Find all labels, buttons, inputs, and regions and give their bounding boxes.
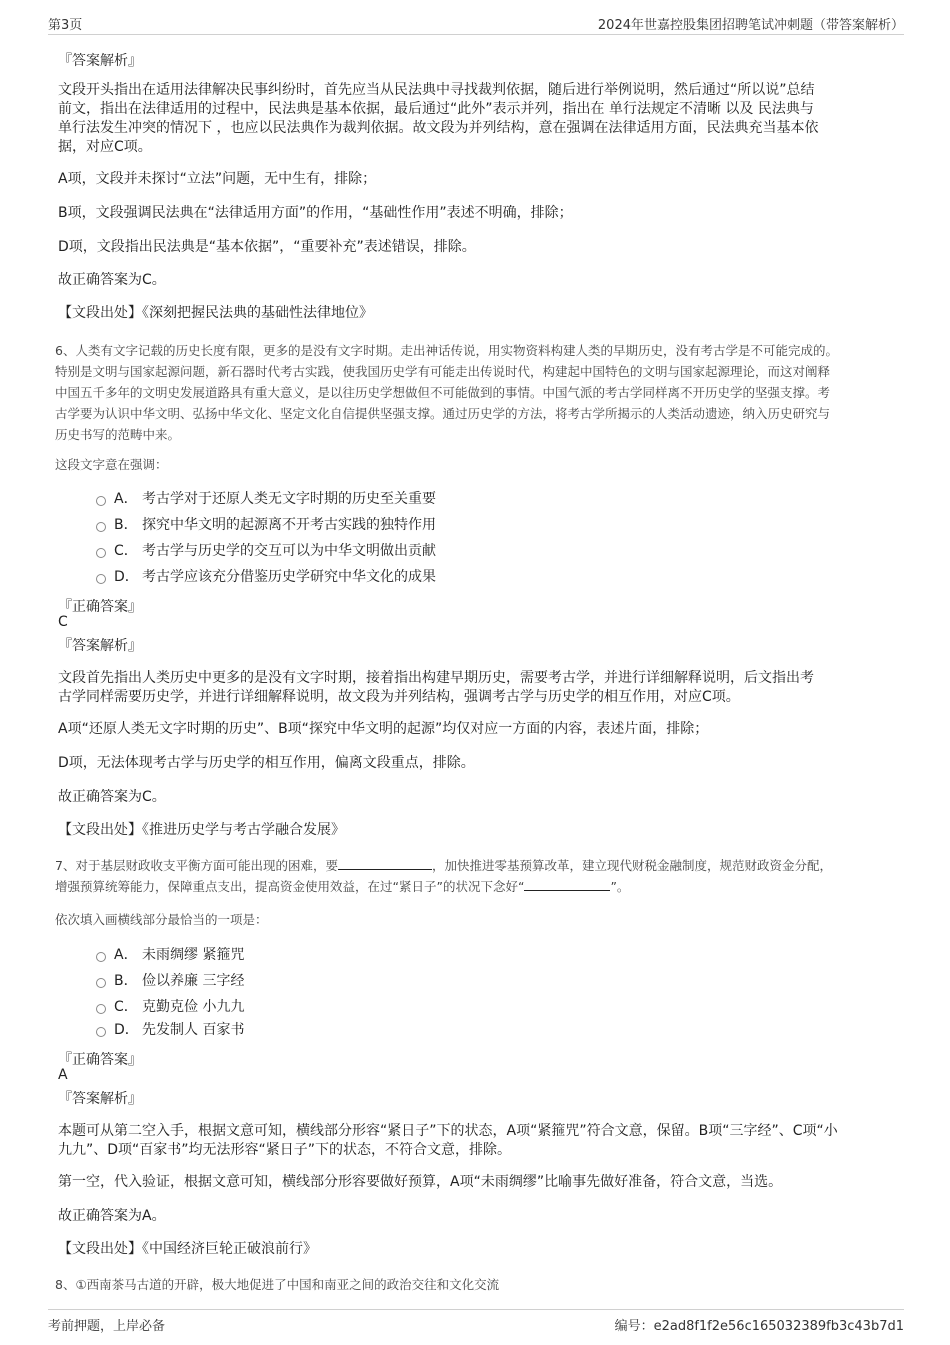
document-id: 编号：e2ad8f1f2e56c165032389fb3c43b7d1 bbox=[614, 1319, 904, 1334]
q6-analysis-label: 『答案解析』 bbox=[58, 638, 142, 654]
q7-stem-line bbox=[55, 876, 895, 897]
q6-stem-line: 古学要为认识中华文明、弘扬中华文化、坚定文化自信提供坚强支撑。通过历史学的方法，将考古学所揭示的人类活动遗迹，纳入历史研究与 bbox=[55, 406, 831, 421]
radio-button-icon[interactable] bbox=[96, 1004, 106, 1014]
page-footer bbox=[48, 1309, 904, 1334]
fill-in-blank bbox=[524, 878, 610, 891]
q6-stem-line: 6、人类有文字记载的历史长度有限，更多的是没有文字时期。走出神话传说，用实物资料构建人类的早期历史，没有考古学是不可能完成的。 bbox=[55, 343, 838, 358]
q5-analysis-line: 据，对应C项。 bbox=[58, 139, 152, 155]
q7-stem-text: 增强预算统筹能力，保障重点支出，提高资金使用效益，在过“紧日子”的状况下念好“ bbox=[55, 879, 525, 894]
option-letter: B． bbox=[114, 517, 138, 533]
q7-source: 【文段出处】《中国经济巨轮正破浪前行》 bbox=[58, 1241, 317, 1257]
option-text: 考古学应该充分借鉴历史学研究中华文化的成果 bbox=[142, 569, 436, 585]
q7-stem-text: ”。 bbox=[610, 879, 630, 894]
q8-stem: 8、①西南茶马古道的开辟，极大地促进了中国和南亚之间的政治交往和文化交流 bbox=[55, 1277, 500, 1292]
option-letter: A． bbox=[114, 947, 138, 963]
q5-option-d-note: D项，文段指出民法典是“基本依据”，“重要补充”表述错误，排除。 bbox=[58, 239, 476, 255]
q7-answer-label: 『正确答案』 bbox=[58, 1052, 142, 1068]
page-header bbox=[48, 10, 904, 35]
q6-option-c[interactable] bbox=[96, 541, 436, 561]
radio-button-icon[interactable] bbox=[96, 522, 106, 532]
q5-option-a-note: A项，文段并未探讨“立法”问题，无中生有，排除； bbox=[58, 171, 377, 187]
q7-stem bbox=[55, 855, 895, 897]
q7-analysis-line: 九九”、D项“百家书”均无法形容“紧日子”下的状态，不符合文意，排除。 bbox=[58, 1142, 512, 1158]
radio-button-icon[interactable] bbox=[96, 978, 106, 988]
q5-analysis-line: 单行法发生冲突的情况下 ，也应以民法典作为裁判依据。故文段为并列结构，意在强调在法律适用方面，民法典充当基本依 bbox=[58, 120, 819, 136]
q6-answer: C bbox=[58, 614, 68, 630]
option-text: 考古学与历史学的交互可以为中华文明做出贡献 bbox=[142, 543, 436, 559]
q6-conclusion: 故正确答案为C。 bbox=[58, 789, 166, 805]
q7-option-c[interactable] bbox=[96, 997, 244, 1017]
q5-option-b-note: B项，文段强调民法典在“法律适用方面”的作用，“基础性作用”表述不明确，排除； bbox=[58, 205, 573, 221]
radio-button-icon[interactable] bbox=[96, 548, 106, 558]
q6-stem-line: 中国五千多年的文明史发展道路具有重大意义，是以往历史学想做但不可能做到的事情。中国气派的考古学同样离不开历史学的坚强支撑。考 bbox=[55, 385, 831, 400]
q6-option-d[interactable] bbox=[96, 567, 436, 587]
q5-conclusion: 故正确答案为C。 bbox=[58, 272, 166, 288]
q6-analysis bbox=[58, 669, 892, 707]
q7-stem-text: 7、对于基层财政收支平衡方面可能出现的困难，要 bbox=[55, 858, 338, 873]
q7-conclusion: 故正确答案为A。 bbox=[58, 1208, 166, 1224]
q7-analysis-line: 本题可从第二空入手，根据文意可知，横线部分形容“紧日子”下的状态，A项“紧箍咒”符合文意，保留。B项“三字经”、C项“小 bbox=[58, 1123, 838, 1139]
option-text: 探究中华文明的起源离不开考古实践的独特作用 bbox=[142, 517, 436, 533]
radio-button-icon[interactable] bbox=[96, 496, 106, 506]
q7-prompt: 依次填入画横线部分最恰当的一项是： bbox=[55, 912, 268, 927]
q6-stem bbox=[55, 340, 895, 445]
q6-analysis-line: 文段首先指出人类历史中更多的是没有文字时期，接着指出构建早期历史，需要考古学，并进行详细解释说明，后文指出考 bbox=[58, 670, 814, 686]
q6-source: 【文段出处】《推进历史学与考古学融合发展》 bbox=[58, 822, 345, 838]
option-letter: C． bbox=[114, 543, 138, 559]
q5-analysis-line: 前文，指出在法律适用的过程中，民法典是基本依据，最后通过“此外”表示并列，指出在 单行法规定不清晰 以及 民法典与 bbox=[58, 101, 814, 117]
q6-stem-line: 历史书写的范畴中来。 bbox=[55, 427, 181, 442]
q7-stem-text: ，加快推进零基预算改革，建立现代财税金融制度，规范财政资金分配， bbox=[431, 858, 832, 873]
option-text: 考古学对于还原人类无文字时期的历史至关重要 bbox=[142, 491, 436, 507]
option-letter: C． bbox=[114, 999, 138, 1015]
option-letter: D． bbox=[114, 569, 139, 585]
radio-button-icon[interactable] bbox=[96, 1027, 106, 1037]
q7-option-d[interactable] bbox=[96, 1020, 244, 1040]
q6-option-d-note: D项，无法体现考古学与历史学的相互作用，偏离文段重点，排除。 bbox=[58, 755, 475, 771]
q6-option-a[interactable] bbox=[96, 489, 436, 509]
q7-answer: A bbox=[58, 1067, 68, 1083]
option-letter: B． bbox=[114, 973, 138, 989]
q7-option-a[interactable] bbox=[96, 945, 244, 965]
option-text: 俭以养廉 三字经 bbox=[142, 973, 245, 989]
q5-source: 【文段出处】《深刻把握民法典的基础性法律地位》 bbox=[58, 305, 373, 321]
q6-analysis-line: 古学同样需要历史学，并进行详细解释说明，故文段为并列结构，强调考古学与历史学的相互作用，对应C项。 bbox=[58, 689, 740, 705]
document-title: 2024年世嘉控股集团招聘笔试冲刺题（带答案解析） bbox=[597, 18, 904, 33]
q6-option-b[interactable] bbox=[96, 515, 436, 535]
option-text: 先发制人 百家书 bbox=[142, 1022, 245, 1038]
option-letter: A． bbox=[114, 491, 138, 507]
option-text: 克勤克俭 小九九 bbox=[142, 999, 245, 1015]
q5-analysis-label: 『答案解析』 bbox=[58, 53, 142, 69]
option-text: 未雨绸缪 紧箍咒 bbox=[142, 947, 245, 963]
q6-option-ab-note: A项“还原人类无文字时期的历史”、B项“探究中华文明的起源”均仅对应一方面的内容，表述片面，排除； bbox=[58, 721, 709, 737]
page-number: 第3页 bbox=[48, 18, 83, 33]
radio-button-icon[interactable] bbox=[96, 952, 106, 962]
q6-answer-label: 『正确答案』 bbox=[58, 599, 142, 615]
radio-button-icon[interactable] bbox=[96, 574, 106, 584]
q7-analysis bbox=[58, 1122, 892, 1160]
q6-prompt: 这段文字意在强调： bbox=[55, 457, 168, 472]
option-letter: D． bbox=[114, 1022, 139, 1038]
fill-in-blank bbox=[338, 857, 432, 870]
q7-analysis-label: 『答案解析』 bbox=[58, 1091, 142, 1107]
q7-stem-line bbox=[55, 855, 895, 876]
footer-slogan: 考前押题，上岸必备 bbox=[48, 1319, 166, 1334]
q5-analysis-line: 文段开头指出在适用法律解决民事纠纷时，首先应当从民法典中寻找裁判依据，随后进行举例说明，然后通过“所以说”总结 bbox=[58, 82, 815, 98]
q6-stem-line: 特别是文明与国家起源问题，新石器时代考古实践，使我国历史学有可能走出传说时代，构建起中国特色的文明与国家起源理论，而这对阐释 bbox=[55, 364, 831, 379]
q7-first-blank-note: 第一空，代入验证，根据文意可知，横线部分形容要做好预算，A项“未雨绸缪”比喻事先做好准备，符合文意，当选。 bbox=[58, 1174, 783, 1190]
q5-analysis bbox=[58, 81, 892, 157]
q7-option-b[interactable] bbox=[96, 971, 244, 991]
